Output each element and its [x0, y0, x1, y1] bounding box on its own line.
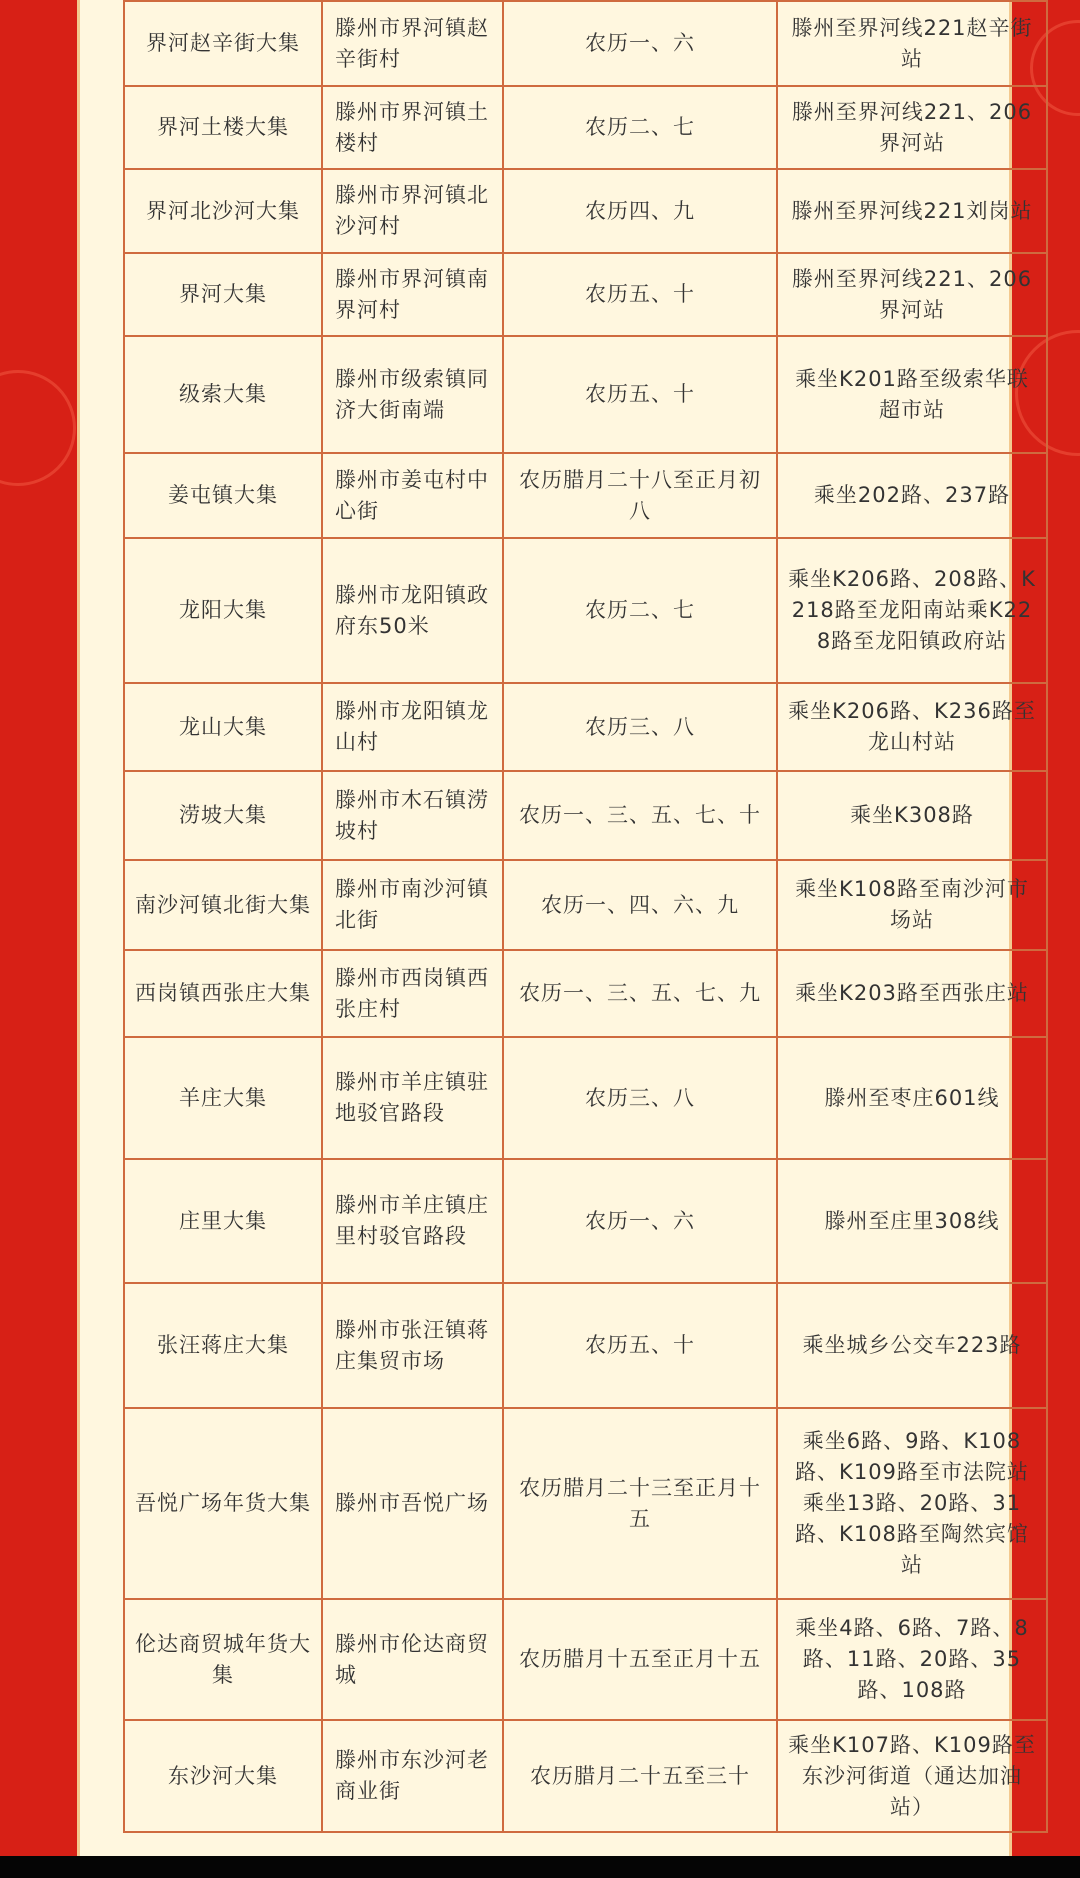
market-dates: 农历三、八: [503, 1037, 777, 1159]
market-name: 张汪蒋庄大集: [124, 1283, 322, 1408]
market-name: 龙山大集: [124, 683, 322, 771]
market-transport: 乘坐K107路、K109路至东沙河街道（通达加油站）: [777, 1720, 1047, 1832]
market-location: 滕州市张汪镇蒋庄集贸市场: [322, 1283, 503, 1408]
market-name: 界河大集: [124, 253, 322, 336]
market-name: 西岗镇西张庄大集: [124, 950, 322, 1037]
bottom-bar: [0, 1856, 1080, 1878]
market-name: 姜屯镇大集: [124, 453, 322, 538]
market-name: 吾悦广场年货大集: [124, 1408, 322, 1599]
market-dates: 农历一、三、五、七、十: [503, 771, 777, 860]
table-row: [124, 538, 1047, 683]
market-name: 伦达商贸城年货大集: [124, 1599, 322, 1720]
market-location: 滕州市羊庄镇庄里村驳官路段: [322, 1159, 503, 1283]
market-transport: 滕州至界河线221赵辛街站: [777, 1, 1047, 86]
market-table: [123, 0, 1048, 1833]
market-location: 滕州市伦达商贸城: [322, 1599, 503, 1720]
table-row: [124, 1159, 1047, 1283]
market-name: 东沙河大集: [124, 1720, 322, 1832]
market-name: 级索大集: [124, 336, 322, 453]
market-name: 界河赵辛街大集: [124, 1, 322, 86]
market-name: 龙阳大集: [124, 538, 322, 683]
market-transport: 乘坐K201路至级索华联超市站: [777, 336, 1047, 453]
market-name: 庄里大集: [124, 1159, 322, 1283]
market-transport: 乘坐城乡公交车223路: [777, 1283, 1047, 1408]
table-row: [124, 1283, 1047, 1408]
market-name: 羊庄大集: [124, 1037, 322, 1159]
table-row: [124, 453, 1047, 538]
market-dates: 农历五、十: [503, 336, 777, 453]
table-row: [124, 1, 1047, 86]
market-location: 滕州市龙阳镇政府东50米: [322, 538, 503, 683]
market-location: 滕州市南沙河镇北街: [322, 860, 503, 950]
table-row: [124, 253, 1047, 336]
table-row: [124, 1720, 1047, 1832]
table-row: [124, 1408, 1047, 1599]
market-name: 界河土楼大集: [124, 86, 322, 169]
market-location: 滕州市姜屯村中心街: [322, 453, 503, 538]
market-dates: 农历腊月十五至正月十五: [503, 1599, 777, 1720]
market-transport: 乘坐K206路、208路、K218路至龙阳南站乘K228路至龙阳镇政府站: [777, 538, 1047, 683]
market-table-body: [124, 1, 1047, 1832]
market-dates: 农历二、七: [503, 538, 777, 683]
market-transport: 滕州至界河线221、206界河站: [777, 253, 1047, 336]
table-row: [124, 771, 1047, 860]
market-transport: 乘坐6路、9路、K108路、K109路至市法院站乘坐13路、20路、31路、K108路至陶然宾馆站: [777, 1408, 1047, 1599]
market-name: 涝坡大集: [124, 771, 322, 860]
market-location: 滕州市界河镇北沙河村: [322, 169, 503, 253]
market-dates: 农历腊月二十八至正月初八: [503, 453, 777, 538]
market-name: 界河北沙河大集: [124, 169, 322, 253]
table-row: [124, 336, 1047, 453]
market-dates: 农历二、七: [503, 86, 777, 169]
market-dates: 农历五、十: [503, 1283, 777, 1408]
market-transport: 滕州至庄里308线: [777, 1159, 1047, 1283]
market-dates: 农历腊月二十三至正月十五: [503, 1408, 777, 1599]
market-location: 滕州市龙阳镇龙山村: [322, 683, 503, 771]
table-row: [124, 169, 1047, 253]
market-transport: 滕州至界河线221刘岗站: [777, 169, 1047, 253]
market-transport: 滕州至界河线221、206界河站: [777, 86, 1047, 169]
market-location: 滕州市羊庄镇驻地驳官路段: [322, 1037, 503, 1159]
market-transport: 乘坐K308路: [777, 771, 1047, 860]
market-location: 滕州市吾悦广场: [322, 1408, 503, 1599]
market-location: 滕州市级索镇同济大街南端: [322, 336, 503, 453]
market-location: 滕州市界河镇赵辛街村: [322, 1, 503, 86]
market-location: 滕州市东沙河老商业街: [322, 1720, 503, 1832]
market-location: 滕州市界河镇南界河村: [322, 253, 503, 336]
table-row: [124, 860, 1047, 950]
market-transport: 乘坐K108路至南沙河市场站: [777, 860, 1047, 950]
table-row: [124, 950, 1047, 1037]
table-row: [124, 86, 1047, 169]
market-transport: 滕州至枣庄601线: [777, 1037, 1047, 1159]
table-row: [124, 683, 1047, 771]
market-location: 滕州市界河镇土楼村: [322, 86, 503, 169]
market-transport: 乘坐202路、237路: [777, 453, 1047, 538]
market-dates: 农历一、三、五、七、九: [503, 950, 777, 1037]
table-row: [124, 1599, 1047, 1720]
market-dates: 农历一、六: [503, 1159, 777, 1283]
table-row: [124, 1037, 1047, 1159]
market-name: 南沙河镇北街大集: [124, 860, 322, 950]
market-location: 滕州市木石镇涝坡村: [322, 771, 503, 860]
market-dates: 农历三、八: [503, 683, 777, 771]
market-dates: 农历一、四、六、九: [503, 860, 777, 950]
background-cloud-decoration: [0, 370, 76, 486]
market-dates: 农历四、九: [503, 169, 777, 253]
market-dates: 农历腊月二十五至三十: [503, 1720, 777, 1832]
market-location: 滕州市西岗镇西张庄村: [322, 950, 503, 1037]
market-transport: 乘坐K203路至西张庄站: [777, 950, 1047, 1037]
market-dates: 农历一、六: [503, 1, 777, 86]
market-dates: 农历五、十: [503, 253, 777, 336]
market-transport: 乘坐K206路、K236路至龙山村站: [777, 683, 1047, 771]
market-transport: 乘坐4路、6路、7路、8路、11路、20路、35路、108路: [777, 1599, 1047, 1720]
